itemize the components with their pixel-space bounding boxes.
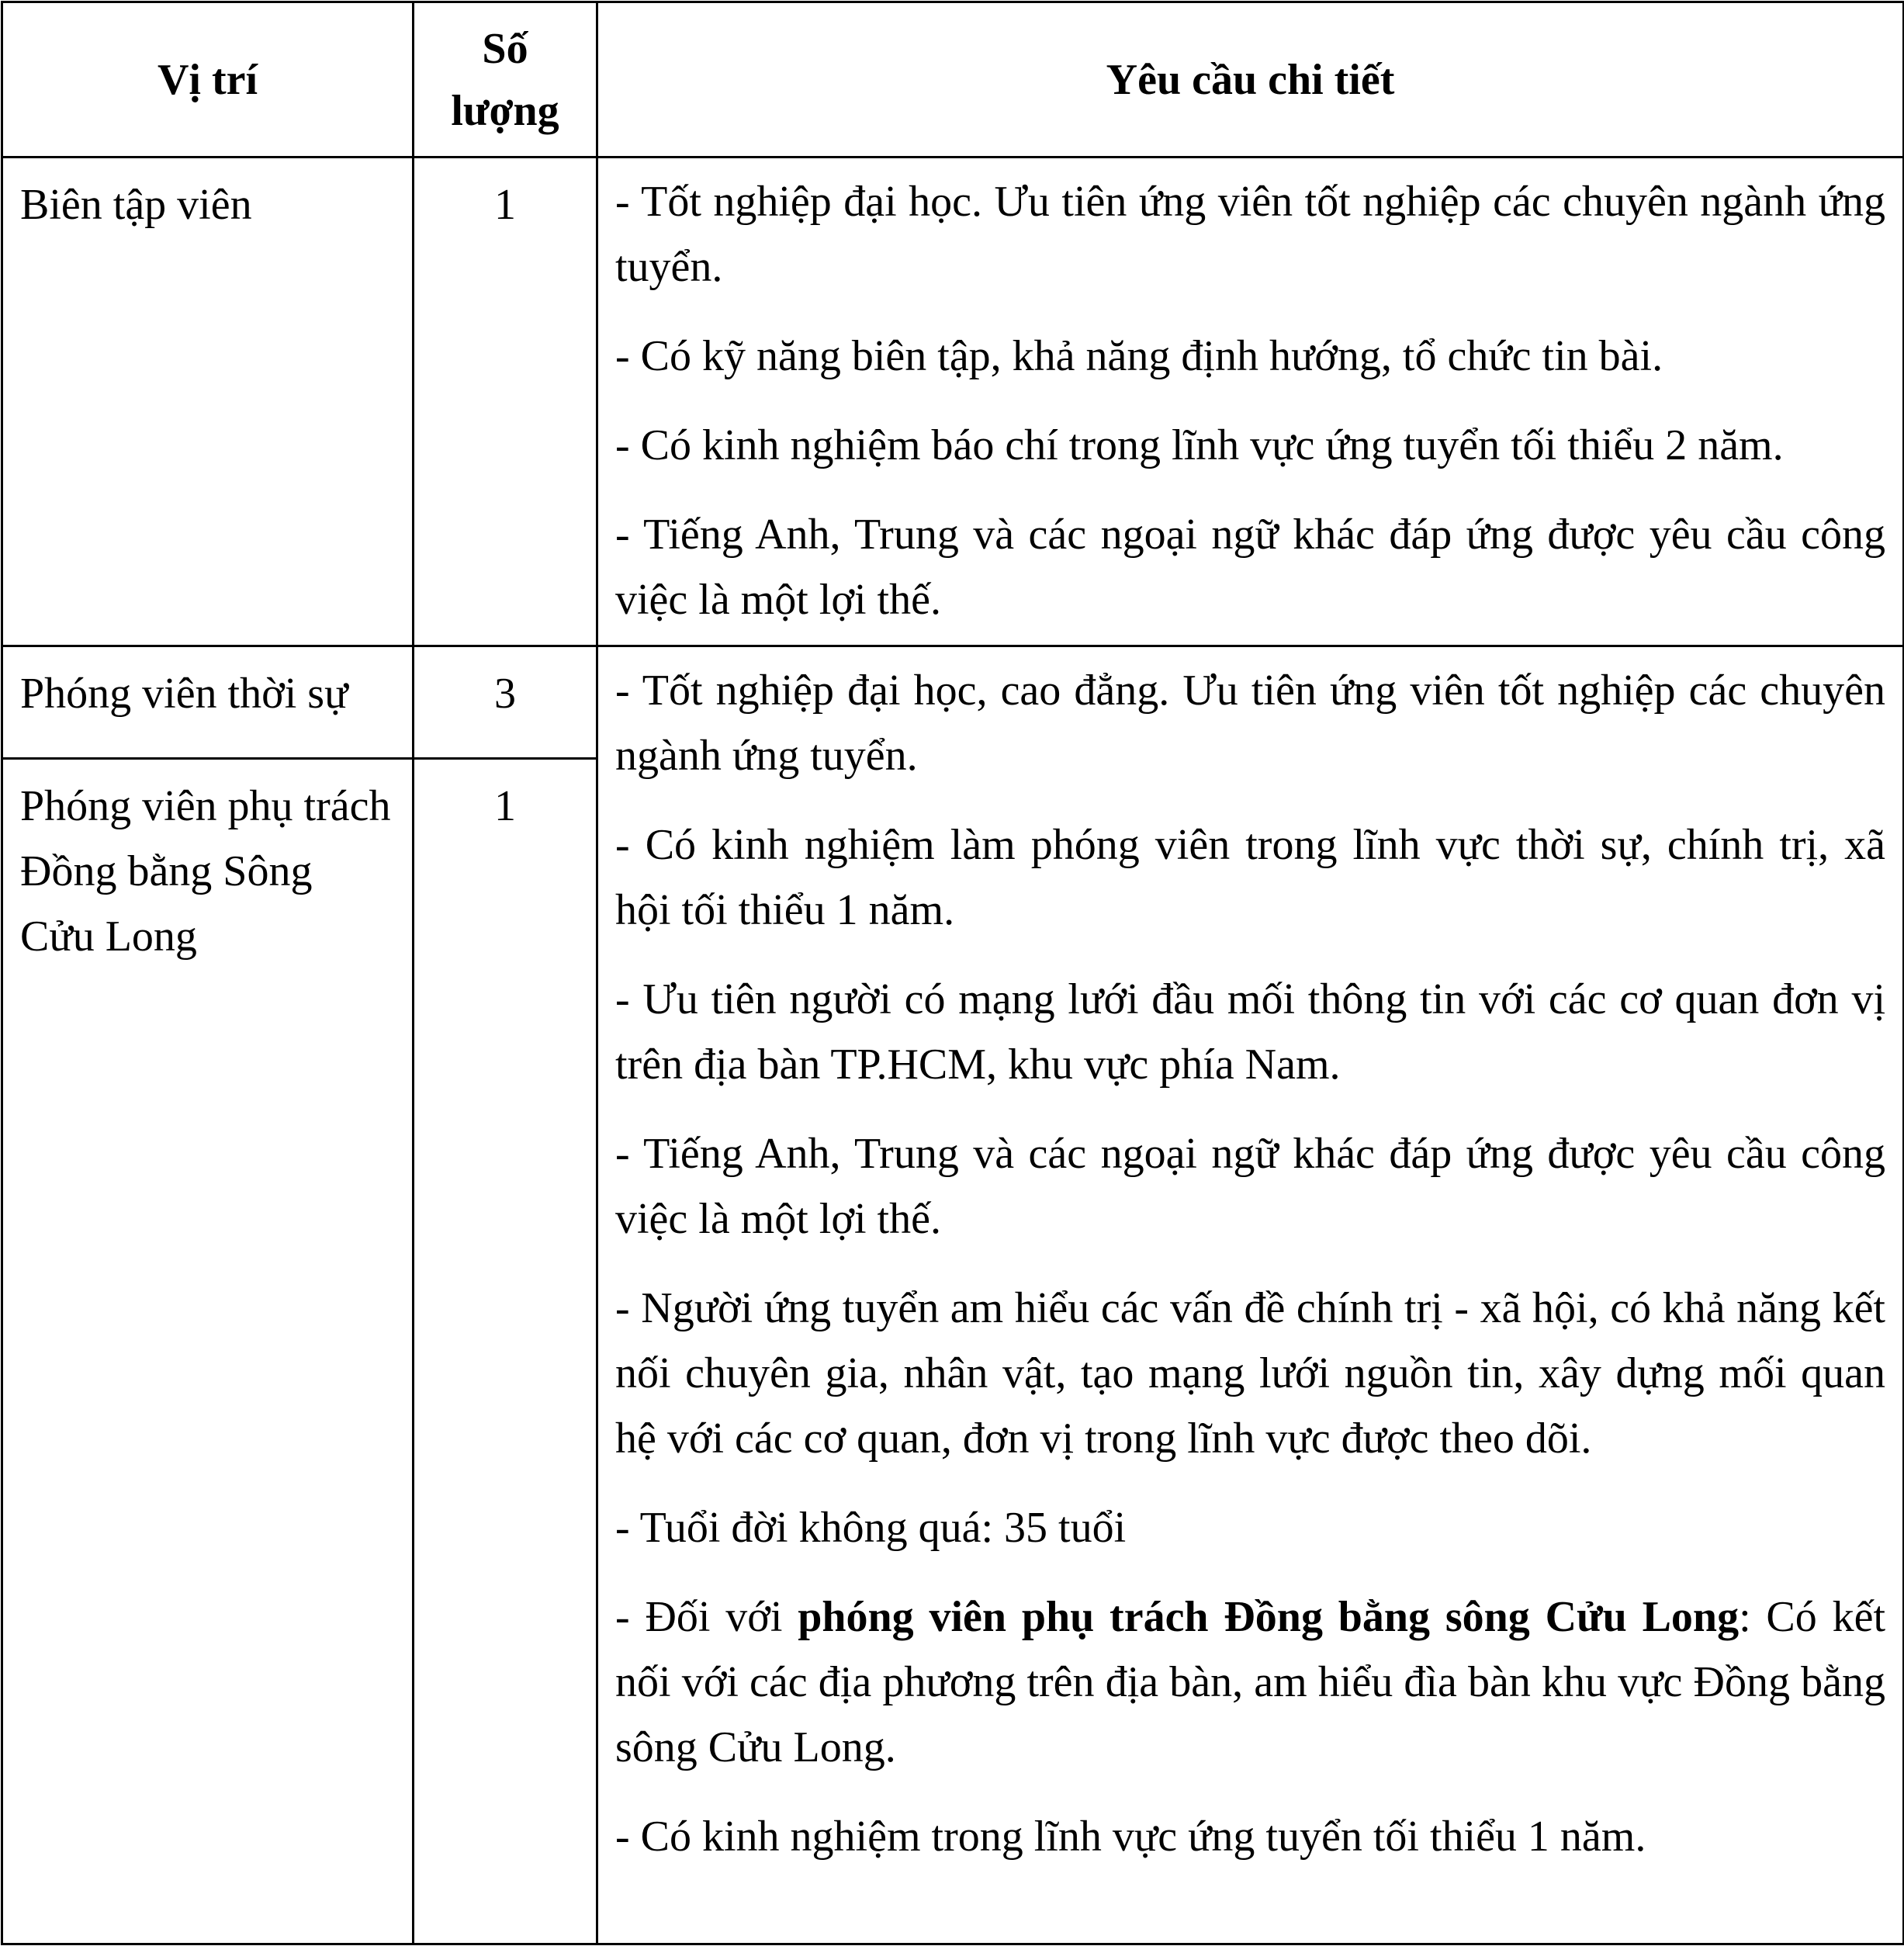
special-prefix: - Đối với	[615, 1593, 798, 1641]
recruitment-table	[1, 1, 1904, 1945]
requirement-item: - Người ứng tuyển am hiểu các vấn đề chính trị - xã hội, có khả năng kết nối chuyên gia, nhân vật, tạo mạng lưới nguồn tin, xây dựng mối quan hệ với các cơ quan, đơn vị trong lĩnh vực được theo dõi.	[615, 1284, 1885, 1463]
position-cell: Phóng viên thời sự	[2, 646, 414, 759]
requirement-item: - Có kinh nghiệm báo chí trong lĩnh vực ứng tuyển tối thiểu 2 năm.	[615, 421, 1784, 469]
table-row	[2, 646, 1904, 759]
requirement-item: - Có kỹ năng biên tập, khả năng định hướng, tổ chức tin bài.	[615, 332, 1663, 380]
requirement-item: - Tiếng Anh, Trung và các ngoại ngữ khác đáp ứng được yêu cầu công việc là một lợi thế.	[615, 1130, 1885, 1243]
requirement-item: - Tiếng Anh, Trung và các ngoại ngữ khác đáp ứng được yêu cầu công việc là một lợi thế.	[615, 511, 1885, 624]
quantity-cell: 1	[414, 158, 597, 646]
requirement-item: - Tuổi đời không quá: 35 tuổi	[615, 1504, 1127, 1552]
header-quantity	[414, 2, 597, 158]
shared-requirements-cell	[597, 646, 1904, 1944]
requirements-cell	[597, 158, 1904, 646]
position-cell: Phóng viên phụ trách Đồng bằng Sông Cửu Long	[2, 759, 414, 1944]
special-bold-text: phóng viên phụ trách Đồng bằng sông Cửu Long	[798, 1593, 1740, 1641]
requirement-item: - Tốt nghiệp đại học. Ưu tiên ứng viên tốt nghiệp các chuyên ngành ứng tuyển.	[615, 178, 1885, 291]
special-suffix: : Có kết nối với các địa phương trên địa bàn, am hiểu đìa bàn khu vực Đồng bằng sông Cửu Long.	[615, 1593, 1886, 1771]
requirement-item: - Có kinh nghiệm trong lĩnh vực ứng tuyển tối thiểu 1 năm.	[615, 1813, 1646, 1861]
header-quantity-line2: lượng	[451, 86, 559, 135]
quantity-cell: 1	[414, 759, 597, 1944]
quantity-cell: 3	[414, 646, 597, 759]
requirement-item: - Tốt nghiệp đại học, cao đẳng. Ưu tiên ứng viên tốt nghiệp các chuyên ngành ứng tuyển.	[615, 667, 1885, 780]
header-requirements: Yêu cầu chi tiết	[597, 2, 1904, 158]
requirement-item-special	[615, 1584, 1885, 1780]
requirement-item: - Có kinh nghiệm làm phóng viên trong lĩnh vực thời sự, chính trị, xã hội tối thiểu 1 năm.	[615, 821, 1885, 934]
header-quantity-line1: Số	[482, 24, 528, 73]
header-position: Vị trí	[2, 2, 414, 158]
position-cell: Biên tập viên	[2, 158, 414, 646]
table-row	[2, 158, 1904, 646]
requirement-item: - Ưu tiên người có mạng lưới đầu mối thông tin với các cơ quan đơn vị trên địa bàn TP.HCM, khu vực phía Nam.	[615, 975, 1885, 1089]
header-row	[2, 2, 1904, 158]
